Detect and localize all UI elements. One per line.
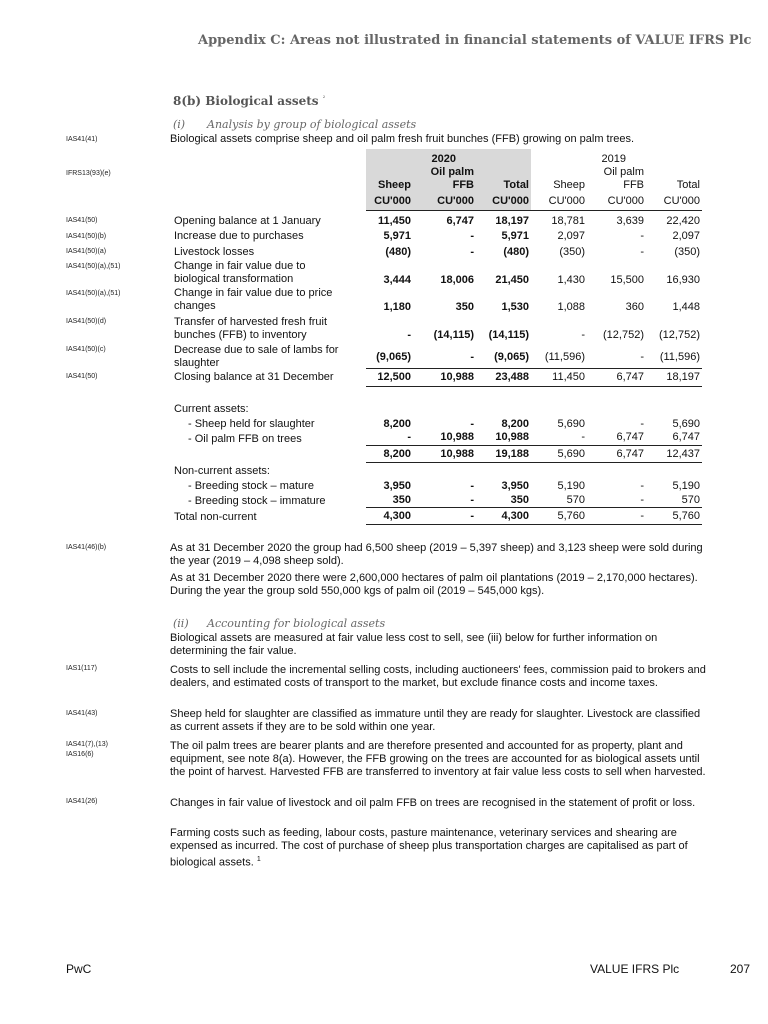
- cell-2020-ffb: 10,988: [440, 448, 474, 460]
- ref-ias1-117: IAS1(117): [66, 665, 97, 672]
- col-2020-ffb: FFB: [452, 179, 474, 191]
- cell-2020-ffb: -: [470, 510, 474, 522]
- ref-ias41-50d: IAS41(50)(d): [66, 318, 107, 325]
- ref-ias41-50c: IAS41(50)(c): [66, 346, 106, 353]
- cell-2019-total: (12,752): [659, 329, 700, 341]
- cell-2019-sheep: 1,430: [557, 274, 585, 286]
- cell-2019-ffb: 6,747: [616, 431, 644, 443]
- ref-ias41-50: IAS41(50): [66, 217, 98, 224]
- cell-2019-total: 6,747: [672, 431, 700, 443]
- cell-2020-total: (480): [503, 246, 529, 258]
- year-2020-header: 2020: [431, 153, 456, 165]
- sheep-count-paragraph: As at 31 December 2020 the group had 6,500 sheep (2019 – 5,397 sheep) and 3,123 sheep were sold during the year (2019 – 4,098 sheep sold).: [170, 542, 703, 567]
- cell-2019-total: 5,760: [672, 510, 700, 522]
- note-title: 8(b) Biological assets $^{^2}$: [173, 94, 326, 108]
- total-rule: [366, 368, 702, 369]
- cell-2019-ffb: -: [640, 246, 644, 258]
- total-rule: [366, 445, 702, 446]
- cell-2020-total: 5,971: [501, 230, 529, 242]
- cell-2020-sheep: -: [407, 431, 411, 443]
- cell-2020-sheep: 8,200: [383, 448, 411, 460]
- cell-2020-total: (14,115): [488, 329, 529, 341]
- cell-2020-ffb: (14,115): [433, 329, 474, 341]
- section-i-title: (i) Analysis by group of biological assets: [173, 118, 417, 131]
- ref-ias41-50a-51: IAS41(50)(a),(51): [66, 263, 121, 270]
- unit-2019-sheep: CU'000: [548, 195, 585, 207]
- cell-2019-ffb: -: [640, 494, 644, 506]
- cell-2020-sheep: -: [407, 329, 411, 341]
- row-label: Transfer of harvested fresh fruit bunches (FFB) to inventory: [174, 316, 328, 341]
- cell-2020-sheep: 3,444: [383, 274, 411, 286]
- cell-2020-ffb: -: [470, 351, 474, 363]
- cell-2019-sheep: 11,450: [552, 371, 585, 383]
- cell-2019-ffb: 6,747: [616, 371, 644, 383]
- ref-ias41-41: IAS41(41): [66, 136, 98, 143]
- unit-2019-total: CU'000: [663, 195, 700, 207]
- col-2019-total: Total: [676, 179, 700, 191]
- cell-2020-sheep: 4,300: [383, 510, 411, 522]
- ref-ias41-50a: IAS41(50)(a): [66, 248, 107, 255]
- cell-2020-ffb: -: [470, 246, 474, 258]
- ref-ias41-50b: IAS41(50)(b): [66, 233, 107, 240]
- total-rule: [366, 462, 702, 463]
- row-label: - Sheep held for slaughter: [188, 418, 315, 430]
- cell-2020-ffb: 10,988: [440, 371, 474, 383]
- cell-2020-total: 23,488: [495, 371, 529, 383]
- total-rule: [366, 524, 702, 525]
- cell-2020-sheep: (9,065): [376, 351, 411, 363]
- row-label: Change in fair value due to price changes: [174, 287, 333, 312]
- cell-2020-sheep: 8,200: [383, 418, 411, 430]
- cell-2019-total: 18,197: [666, 371, 700, 383]
- cell-2020-total: 350: [510, 494, 529, 506]
- cell-2020-ffb: 6,747: [446, 215, 474, 227]
- cell-2019-ffb: 15,500: [610, 274, 644, 286]
- cell-2019-total: 2,097: [672, 230, 700, 242]
- cell-2019-ffb: 6,747: [616, 448, 644, 460]
- cell-2020-ffb: -: [470, 494, 474, 506]
- row-label: - Oil palm FFB on trees: [188, 433, 302, 445]
- palm-plantation-paragraph: As at 31 December 2020 there were 2,600,000 hectares of palm oil plantations (2019 – 2,170,000 hectares). During the year the group sold 550,000 kgs of palm oil (2019 – 545,000 kgs).: [170, 572, 698, 597]
- col-2020-total: Total: [503, 179, 529, 191]
- unit-2020-sheep: CU'000: [374, 195, 411, 207]
- row-label: - Breeding stock – immature: [188, 495, 326, 507]
- cell-2019-total: (350): [674, 246, 700, 258]
- cell-2019-sheep: 5,690: [557, 448, 585, 460]
- cell-2020-total: 4,300: [501, 510, 529, 522]
- fair-value-changes-paragraph: Changes in fair value of livestock and oil palm FFB on trees are recognised in the statement of profit or loss.: [170, 797, 696, 809]
- col-2019-ffb: FFB: [623, 179, 644, 191]
- ref-ifrs13-93e: IFRS13(93)(e): [66, 170, 111, 177]
- ref-ias41-43: IAS41(43): [66, 710, 98, 717]
- total-rule: [366, 386, 702, 387]
- ref-ias41-7-13: IAS41(7),(13) IAS16(6): [66, 741, 109, 758]
- cell-2019-ffb: -: [640, 230, 644, 242]
- ref-ias41-46b: IAS41(46)(b): [66, 544, 107, 551]
- col-2019-sheep: Sheep: [553, 179, 585, 191]
- row-label: Total non-current: [174, 511, 257, 523]
- cell-2020-ffb: 350: [455, 301, 474, 313]
- cell-2020-total: 8,200: [501, 418, 529, 430]
- cell-2020-total: 1,530: [501, 301, 529, 313]
- cell-2020-total: 19,188: [495, 448, 529, 460]
- section-ii-title: (ii) Accounting for biological assets: [173, 617, 386, 630]
- total-rule: [366, 507, 702, 508]
- cell-2019-sheep: (11,596): [544, 351, 585, 363]
- ref-ias41-50-closing: IAS41(50): [66, 373, 98, 380]
- cell-2019-ffb: -: [640, 418, 644, 430]
- sheep-classification-paragraph: Sheep held for slaughter are classified as immature until they are ready for slaughter. Livestock are classified as current assets if they are to be sold within one year.: [170, 708, 701, 733]
- cell-2020-total: (9,065): [494, 351, 529, 363]
- cell-2019-total: 1,448: [672, 301, 700, 313]
- row-label: - Breeding stock – mature: [188, 480, 314, 492]
- measurement-paragraph: Biological assets are measured at fair value less cost to sell, see (iii) below for further information on determining the fair value.: [170, 632, 658, 657]
- row-label: Livestock losses: [174, 246, 255, 258]
- cell-2020-ffb: 10,988: [440, 431, 474, 443]
- cell-2020-total: 18,197: [495, 215, 529, 227]
- cell-2019-sheep: -: [581, 431, 585, 443]
- row-label: Opening balance at 1 January: [174, 215, 321, 227]
- cell-2020-ffb: 18,006: [440, 274, 474, 286]
- footer-pwc: PwC: [66, 962, 92, 976]
- bearer-plants-paragraph: The oil palm trees are bearer plants and are therefore presented and accounted for as property, plant and equipment, see note 8(a). However, the FFB growing on the trees are accounted for as biological assets until the point of harvest. Harvested FFB are transferred to inventory at fair value less costs to sell when harvested.: [170, 740, 706, 778]
- cell-2020-sheep: 1,180: [383, 301, 411, 313]
- costs-to-sell-paragraph: Costs to sell include the incremental selling costs, including auctioneers' fees, commission paid to brokers and dealers, and estimated costs of transport to the market, but exclude finance costs and income taxes.: [170, 664, 706, 689]
- cell-2019-sheep: (350): [559, 246, 585, 258]
- cell-2019-ffb: -: [640, 480, 644, 492]
- cell-2019-total: 22,420: [666, 215, 700, 227]
- page-number: 207: [730, 962, 751, 976]
- cell-2020-sheep: 5,971: [383, 230, 411, 242]
- cell-2020-ffb: -: [470, 230, 474, 242]
- col-2019-oilpalm: Oil palm: [603, 166, 644, 178]
- current-assets-heading: Current assets:: [174, 403, 249, 415]
- cell-2019-total: 16,930: [666, 274, 700, 286]
- unit-2019-ffb: CU'000: [607, 195, 644, 207]
- cell-2019-sheep: 1,088: [557, 301, 585, 313]
- cell-2019-ffb: 3,639: [616, 215, 644, 227]
- row-label: Decrease due to sale of lambs for slaughter: [174, 344, 339, 369]
- cell-2020-sheep: 350: [392, 494, 411, 506]
- cell-2020-sheep: 11,450: [377, 215, 411, 227]
- year-2019-header: 2019: [601, 153, 626, 165]
- non-current-assets-heading: Non-current assets:: [174, 465, 270, 477]
- header-rule: [366, 210, 702, 211]
- page-header: Appendix C: Areas not illustrated in financial statements of VALUE IFRS Plc: [198, 33, 752, 48]
- cell-2020-ffb: -: [470, 418, 474, 430]
- footer-company: VALUE IFRS Plc: [590, 962, 680, 976]
- cell-2020-ffb: -: [470, 480, 474, 492]
- cell-2019-sheep: 5,690: [557, 418, 585, 430]
- col-2020-oilpalm: Oil palm: [430, 166, 474, 178]
- cell-2019-sheep: 5,190: [557, 480, 585, 492]
- cell-2019-ffb: (12,752): [603, 329, 644, 341]
- cell-2019-total: 5,690: [672, 418, 700, 430]
- ref-ias41-26: IAS41(26): [66, 798, 98, 805]
- cell-2020-total: 3,950: [501, 480, 529, 492]
- cell-2019-sheep: 2,097: [557, 230, 585, 242]
- cell-2019-total: 12,437: [666, 448, 700, 460]
- unit-2020-total: CU'000: [492, 195, 529, 207]
- cell-2019-total: 570: [681, 494, 700, 506]
- row-label: Closing balance at 31 December: [174, 371, 334, 383]
- cell-2019-total: (11,596): [659, 351, 700, 363]
- cell-2019-total: 5,190: [672, 480, 700, 492]
- row-label: Change in fair value due to biological transformation: [174, 260, 306, 285]
- cell-2019-ffb: 360: [625, 301, 644, 313]
- row-label: Increase due to purchases: [174, 230, 304, 242]
- cell-2020-total: 10,988: [495, 431, 529, 443]
- ref-ias41-50a-51-b: IAS41(50)(a),(51): [66, 290, 121, 297]
- cell-2020-sheep: 12,500: [377, 371, 411, 383]
- cell-2020-total: 21,450: [495, 274, 529, 286]
- cell-2019-sheep: 18,781: [551, 215, 585, 227]
- farming-costs-paragraph: Farming costs such as feeding, labour costs, pasture maintenance, veterinary services and shearing are expensed as incurred. The cost of purchase of sheep plus transportation charges are capitalised as part of biological assets. $^1$: [170, 827, 688, 869]
- cell-2019-sheep: 570: [566, 494, 585, 506]
- col-2020-sheep: Sheep: [377, 179, 411, 191]
- cell-2020-sheep: (480): [385, 246, 411, 258]
- cell-2020-sheep: 3,950: [383, 480, 411, 492]
- cell-2019-ffb: -: [640, 351, 644, 363]
- cell-2019-sheep: -: [581, 329, 585, 341]
- unit-2020-ffb: CU'000: [437, 195, 474, 207]
- cell-2019-ffb: -: [640, 510, 644, 522]
- biological-assets-intro: Biological assets comprise sheep and oil palm fresh fruit bunches (FFB) growing on palm trees.: [170, 133, 635, 145]
- cell-2019-sheep: 5,760: [557, 510, 585, 522]
